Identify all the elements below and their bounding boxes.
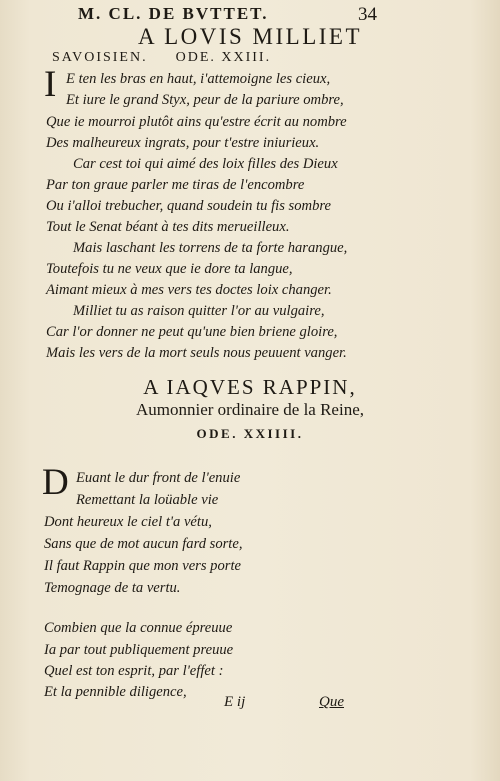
ode1-line: Car cest toi qui aimé des loix filles des Dieux bbox=[73, 156, 338, 172]
ode2-line: Sans que de mot aucun fard sorte, bbox=[44, 536, 243, 552]
page-number: 34 bbox=[358, 4, 377, 25]
catchword: Que bbox=[319, 694, 344, 710]
ode2-line: Temognage de ta vertu. bbox=[44, 580, 181, 596]
ode1-line: Tout le Senat béant à tes dits merueilleux. bbox=[46, 219, 290, 235]
ode1-line: Aimant mieux à mes vers tes doctes loix changer. bbox=[46, 282, 332, 298]
ode1-number: ODE. XXIII. bbox=[175, 50, 272, 65]
ode1-line: Toutefois tu ne veux que ie dore ta langue, bbox=[46, 261, 293, 277]
signature-mark: E ij bbox=[224, 694, 246, 710]
ode2-title: A IAQVES RAPPIN, bbox=[143, 375, 357, 399]
ode1-line: Mais les vers de la mort seuls nous peuuent vanger. bbox=[46, 345, 347, 361]
ode2-line: Quel est ton esprit, par l'effet : bbox=[44, 663, 224, 679]
ode2-line: Remettant la loüable vie bbox=[76, 492, 219, 508]
ode1-line: Car l'or donner ne peut qu'une bien briene gloire, bbox=[46, 324, 338, 340]
ode2-line: Il faut Rappin que mon vers porte bbox=[44, 558, 241, 574]
ode2-subtitle: Aumonnier ordinaire de la Reine, bbox=[135, 400, 364, 419]
ode1-line: Que ie mourroi plutôt ains qu'estre écrit au nombre bbox=[46, 114, 347, 130]
ode1-dropcap: I bbox=[44, 64, 57, 105]
ode1-line: Ou i'alloi trebucher, quand soudein tu fis sombre bbox=[46, 198, 331, 214]
ode2-line: Dont heureux le ciel t'a vétu, bbox=[44, 514, 212, 530]
running-head: M. CL. DE BVTTET. bbox=[78, 4, 269, 23]
ode2-line: Ia par tout publiquement preuue bbox=[44, 642, 234, 658]
ode1-line: Par ton graue parler me tiras de l'encombre bbox=[46, 177, 305, 193]
ode1-line: E ten les bras en haut, i'attemoigne les cieux, bbox=[66, 71, 331, 87]
ode1-line: Milliet tu as raison quitter l'or au vulgaire, bbox=[73, 303, 325, 319]
ode1-title: A LOVIS MILLIET bbox=[137, 24, 363, 49]
ode2-line: Et la pennible diligence, bbox=[44, 684, 187, 700]
ode1-dedicatee-origin: SAVOISIEN. bbox=[52, 50, 148, 65]
ode2-number: ODE. XXIIII. bbox=[196, 426, 304, 441]
ode1-line: Mais laschant les torrens de ta forte harangue, bbox=[73, 240, 348, 256]
ode2-dropcap: D bbox=[42, 462, 69, 503]
ode1-line: Des malheureux ingrats, pour t'estre iniurieux. bbox=[46, 135, 320, 151]
ode1-line: Et iure le grand Styx, peur de la pariure ombre, bbox=[66, 92, 344, 108]
ode2-line: Combien que la connue épreuue bbox=[44, 620, 233, 636]
ode1-subtitle bbox=[52, 50, 472, 66]
ode2-line: Euant le dur front de l'enuie bbox=[76, 470, 241, 486]
